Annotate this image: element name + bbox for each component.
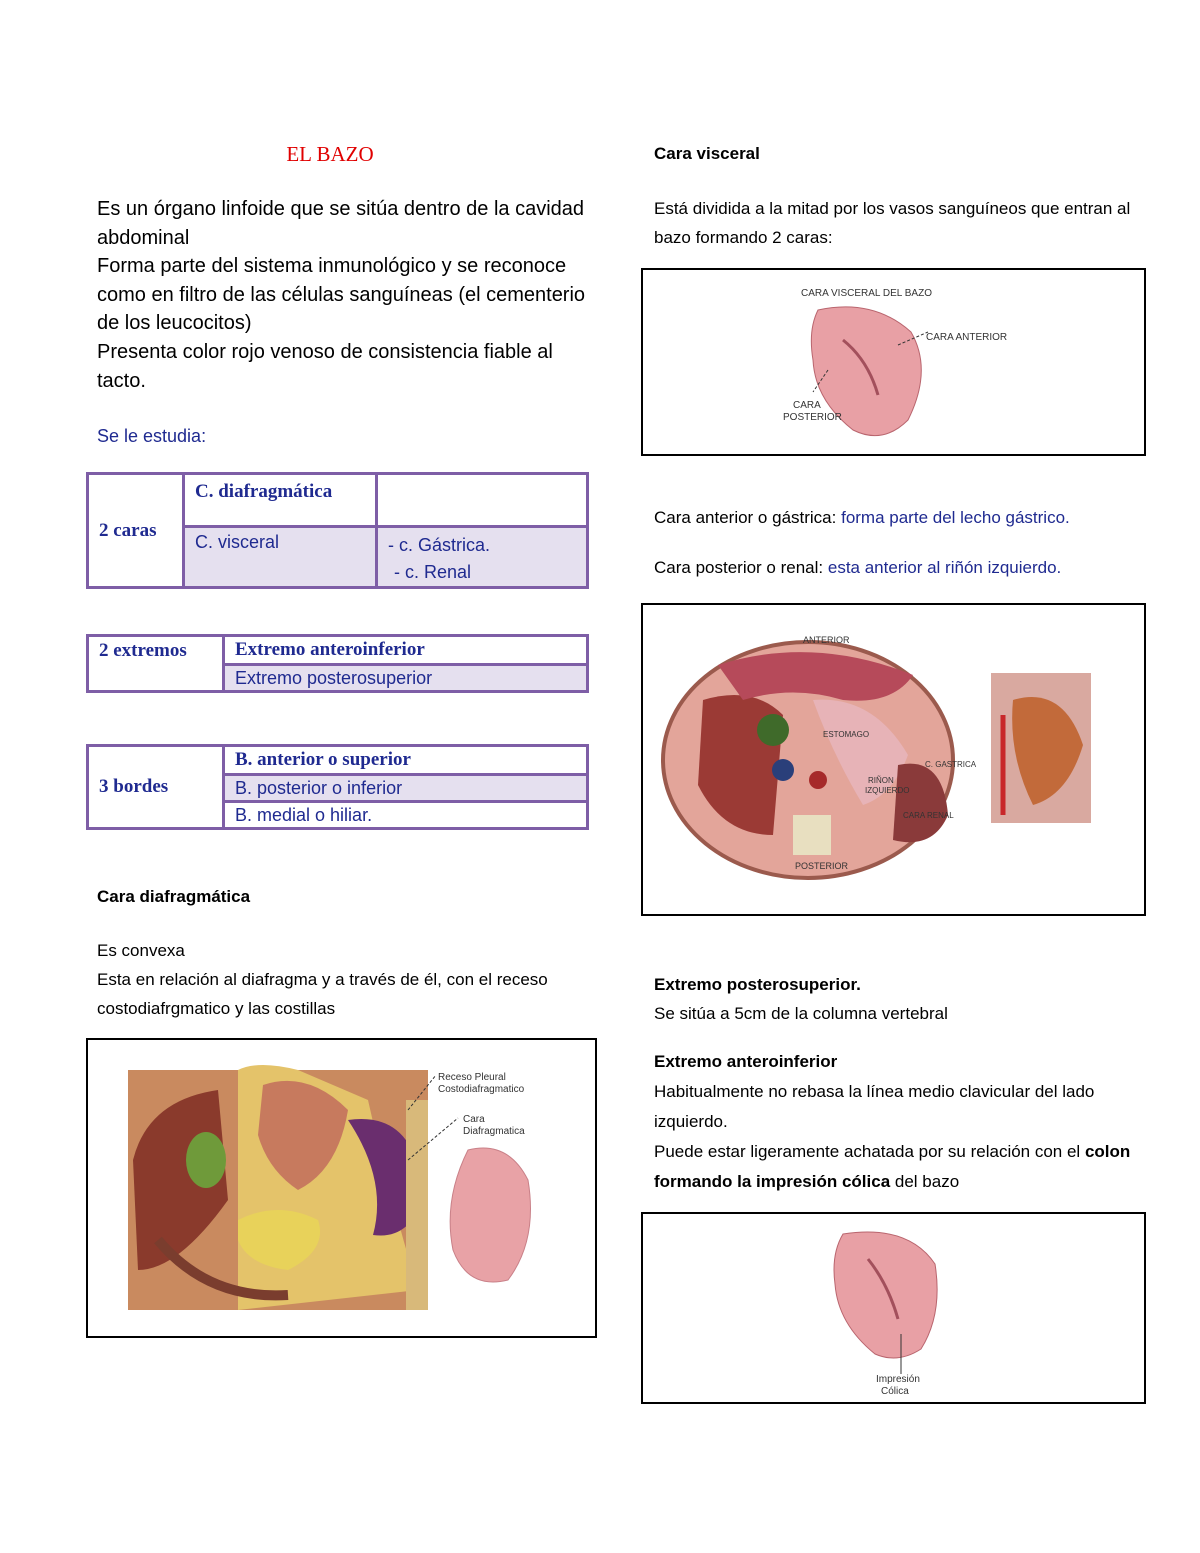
extremo-post-text: Se sitúa a 5cm de la columna vertebral — [654, 1004, 948, 1023]
extremo-ant-text2b: colon formando la impresión cólica — [654, 1142, 1131, 1191]
extremo-ant — [654, 1047, 1134, 1197]
posterior-line — [654, 558, 1061, 578]
page-title: EL BAZO — [286, 142, 374, 166]
label-cara-posterior2: POSTERIOR — [783, 412, 842, 423]
intro-text — [97, 195, 597, 395]
diafragmatica-heading: Cara diafragmática — [97, 887, 251, 906]
table-bordes-header: 3 bordes — [88, 746, 224, 829]
caras-row1: C. diafragmática — [184, 474, 377, 527]
table-extremos-header: 2 extremos — [88, 636, 224, 692]
caras-sub2: - c. Renal — [394, 562, 472, 582]
diafragmatica-line1: Es convexa — [97, 941, 185, 960]
extremo-post — [654, 970, 948, 1028]
anatomy-illustration — [88, 1040, 595, 1336]
caras-row2: C. visceral — [184, 527, 377, 588]
extremo-post-heading: Extremo posterosuperior. — [654, 975, 861, 994]
spleen-visceral-illustration — [643, 270, 1144, 454]
extremo-ant-text2 — [654, 1137, 1134, 1197]
figure-impresion-colica — [641, 1212, 1146, 1404]
bordes-row2: B. posterior o inferior — [224, 775, 588, 802]
label-estomago: ESTOMAGO — [823, 730, 870, 739]
anterior-value: forma parte del lecho gástrico. — [841, 508, 1070, 527]
label-cara-renal: CARA RENAL — [903, 811, 954, 820]
extremo-ant-text2a: Puede estar ligeramente achatada por su relación con el — [654, 1142, 1085, 1161]
extremo-ant-text2c: del bazo — [890, 1172, 960, 1191]
caras-sub1: - c. Gástrica. — [388, 535, 491, 555]
label-visceral-title: CARA VISCERAL DEL BAZO — [801, 288, 932, 299]
posterior-value: esta anterior al riñón izquierdo. — [827, 558, 1062, 577]
label-rinon2: IZQUIERDO — [865, 786, 910, 795]
label-receso2: Costodiafragmatico — [438, 1084, 525, 1095]
figure-diafragmatica — [86, 1038, 597, 1338]
anterior-line — [654, 508, 1070, 528]
caras-empty-cell — [377, 474, 588, 527]
label-rinon: RIÑON — [868, 776, 894, 785]
visceral-text: Está dividida a la mitad por los vasos sanguíneos que entran al bazo formando 2 caras: — [654, 199, 1131, 247]
table-extremos — [86, 634, 589, 693]
label-cara-anterior: CARA ANTERIOR — [926, 332, 1008, 343]
label-cara-posterior1: CARA — [793, 400, 821, 411]
bordes-row1: B. anterior o superior — [224, 746, 588, 775]
table-caras-header: 2 caras — [88, 474, 184, 588]
label-cara2: Diafragmatica — [463, 1126, 525, 1137]
label-colica: Cólica — [881, 1386, 909, 1397]
figure-cross-section — [641, 603, 1146, 916]
label-receso: Receso Pleural — [438, 1072, 506, 1083]
label-anterior: ANTERIOR — [803, 635, 850, 645]
extremos-row2: Extremo posterosuperior — [224, 665, 588, 692]
posterior-label: Cara posterior o renal: — [654, 558, 828, 577]
diafragmatica-text — [97, 936, 567, 1023]
caras-sub — [377, 527, 588, 588]
figure-visceral — [641, 268, 1146, 456]
intro-p1: Es un órgano linfoide que se sitúa dentro de la cavidad abdominal — [97, 198, 585, 249]
anterior-label: Cara anterior o gástrica: — [654, 508, 842, 527]
extremos-row1: Extremo anteroinferior — [224, 636, 588, 665]
study-label: Se le estudia: — [97, 426, 207, 446]
label-impresion: Impresión — [876, 1374, 920, 1385]
cross-section-illustration — [643, 605, 1144, 914]
label-cara-gastrica: C. GASTRICA — [925, 760, 977, 769]
extremo-ant-heading: Extremo anteroinferior — [654, 1052, 838, 1071]
intro-p3: Presenta color rojo venoso de consistencia fiable al tacto. — [97, 340, 553, 392]
diafragmatica-line2: Esta en relación al diafragma y a través de él, con el receso costodiafrgmatico y las costillas — [97, 970, 548, 1018]
label-posterior: POSTERIOR — [795, 861, 849, 871]
bordes-row3: B. medial o hiliar. — [224, 802, 588, 829]
intro-p2: Forma parte del sistema inmunológico y se reconoce como en filtro de las células sanguíneas (el cementerio de los leucocitos) — [97, 255, 586, 335]
table-caras — [86, 472, 589, 589]
table-bordes — [86, 744, 589, 830]
spleen-colic-illustration — [643, 1214, 1144, 1402]
visceral-heading: Cara visceral — [654, 144, 760, 163]
extremo-ant-text1: Habitualmente no rebasa la línea medio clavicular del lado izquierdo. — [654, 1082, 1095, 1131]
label-cara: Cara — [463, 1114, 485, 1125]
